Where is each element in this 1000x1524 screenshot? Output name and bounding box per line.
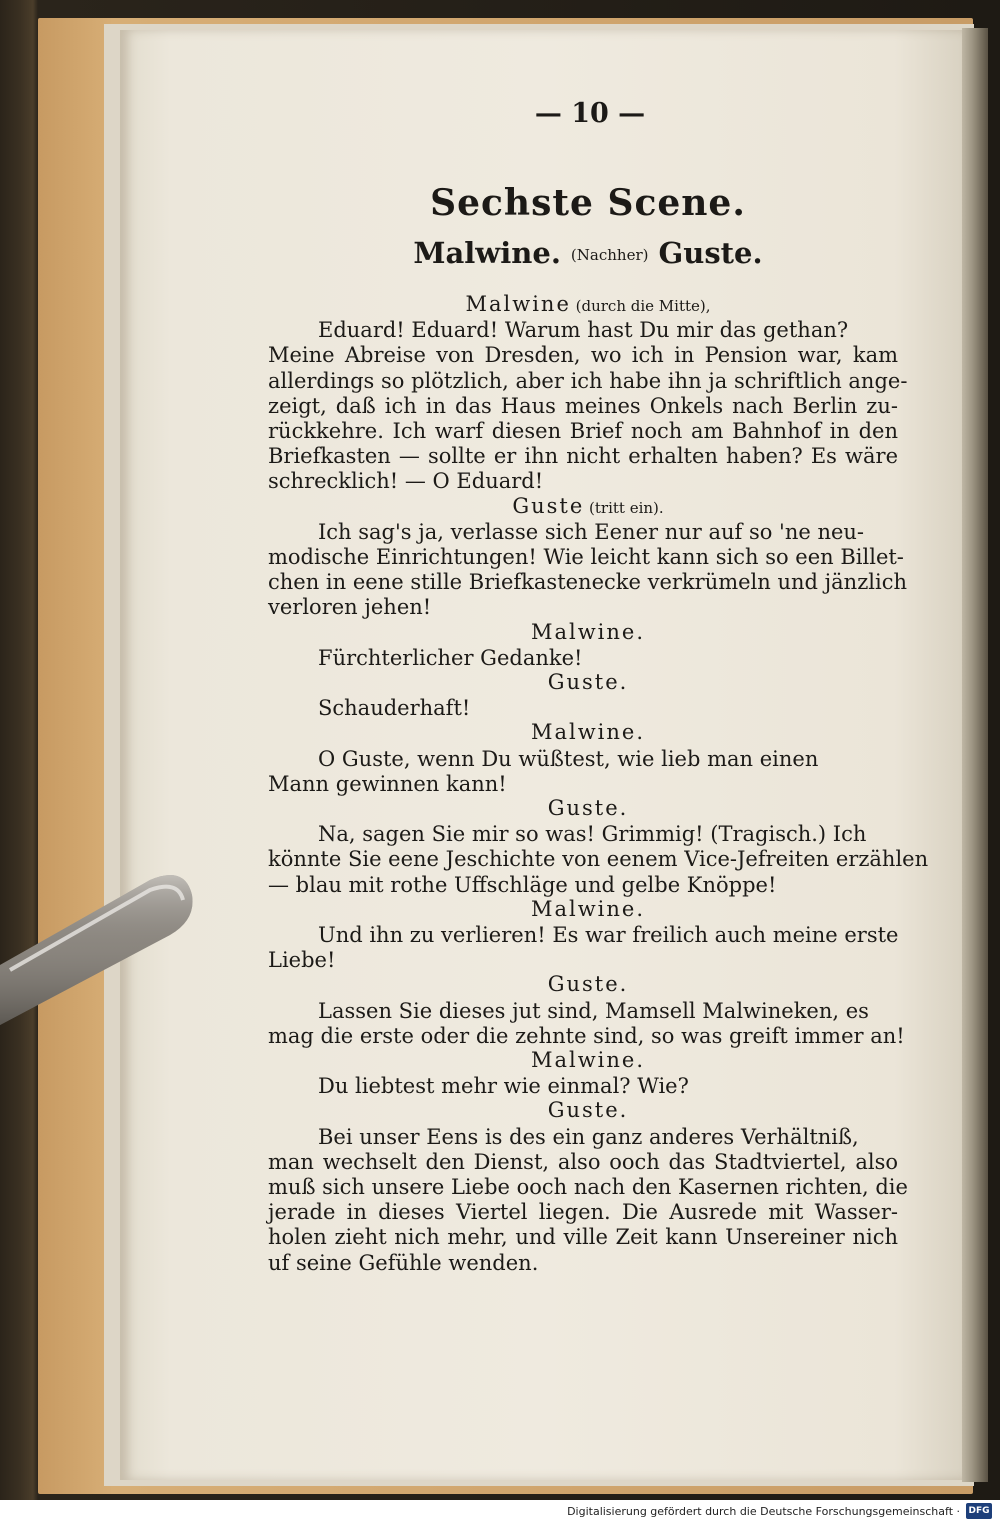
speaker-name: Malwine.: [530, 619, 646, 644]
text-line: Lassen Sie dieses jut sind, Mamsell Malwineken, es: [318, 998, 869, 1023]
persons-note: (Nachher): [570, 246, 649, 264]
dfg-logo: DFG: [966, 1503, 992, 1519]
person-guste: Guste.: [658, 236, 763, 270]
footer-credit: Digitalisierung gefördert durch die Deutsche Forschungsgemeinschaft ·: [567, 1505, 960, 1518]
speaker-name: Guste: [512, 493, 585, 518]
speaker-line: [268, 1048, 908, 1072]
bookmark-clip: [0, 860, 200, 1030]
scene-persons: [268, 236, 908, 270]
text-line: Du liebtest mehr wie einmal? Wie?: [318, 1074, 689, 1099]
speaker-name: Malwine.: [530, 1048, 646, 1072]
text-line: Schauderhaft!: [318, 696, 471, 721]
speaker-line: [268, 972, 908, 996]
text-line: Meine Abreise von Dresden, wo ich in Pension war, kam: [268, 343, 898, 368]
speaker-name: Guste.: [547, 670, 629, 694]
text-line: Liebe!: [268, 948, 336, 973]
text-line: Bei unser Eens is des ein ganz anderes Verhältniß,: [318, 1124, 859, 1149]
text-line: Mann gewinnen kann!: [268, 771, 507, 796]
text-line: Fürchterlicher Gedanke!: [318, 645, 583, 670]
text-line: — blau mit rothe Uffschläge und gelbe Knöppe!: [268, 872, 777, 897]
text-line: O Guste, wenn Du wüßtest, wie lieb man einen: [318, 746, 819, 771]
scene-title: Sechste Scene.: [430, 182, 746, 224]
speaker-name: Malwine.: [530, 720, 646, 745]
speaker-name: Guste.: [547, 972, 629, 997]
speaker-line: [268, 620, 908, 644]
text-line: uf seine Gefühle wenden.: [268, 1250, 539, 1275]
stage-direction: (durch die Mitte),: [570, 297, 711, 315]
text-line: zeigt, daß ich in das Haus meines Onkels nach Berlin zu-: [268, 393, 898, 418]
text-line: Briefkasten — sollte er ihn nicht erhalten haben? Es wäre: [268, 444, 898, 469]
text-line: chen in eene stille Briefkastenecke verkrümeln und jänzlich: [268, 570, 907, 595]
text-line: Und ihn zu verlieren! Es war freilich auch meine erste: [318, 923, 899, 947]
speaker-name: Malwine.: [530, 896, 646, 921]
speaker-line: [268, 720, 908, 744]
text-line: modische Einrichtungen! Wie leicht kann sich so een Billet-: [268, 545, 904, 569]
text-line: Ich sag's ja, verlasse sich Eener nur auf so 'ne neu-: [318, 519, 865, 544]
text-line: verloren jehen!: [268, 595, 432, 620]
text-line: Eduard! Eduard! Warum hast Du mir das gethan?: [318, 318, 849, 343]
stage-direction: (tritt ein).: [584, 498, 664, 517]
text-line: jerade in dieses Viertel liegen. Die Ausrede mit Wasser-: [268, 1200, 898, 1225]
text-line: mag die erste oder die zehnte sind, so was greift immer an!: [268, 1023, 905, 1048]
text-line: holen zieht nich mehr, und ville Zeit kann Unsereiner nich: [268, 1225, 898, 1250]
page-edge: [962, 28, 988, 1482]
speaker-name: Guste.: [547, 1098, 629, 1123]
speaker-line: [268, 796, 908, 820]
speaker-line: [268, 292, 908, 316]
text-line: schrecklich! — O Eduard!: [268, 469, 544, 494]
text-line: rückkehre. Ich warf diesen Brief noch am Bahnhof in den: [268, 419, 898, 443]
speaker-line: [268, 1098, 908, 1122]
speaker-line: [268, 494, 908, 518]
speaker-name: Guste.: [547, 796, 629, 820]
text-line: muß sich unsere Liebe ooch nach den Kasernen richten, die: [268, 1175, 908, 1199]
text-line: allerdings so plötzlich, aber ich habe ihn ja schriftlich ange-: [268, 368, 908, 393]
text-line: man wechselt den Dienst, also ooch das Stadtviertel, also: [268, 1149, 898, 1174]
text-line: Na, sagen Sie mir so was! Grimmig! (Tragisch.) Ich: [318, 822, 867, 847]
speaker-line: [268, 670, 908, 694]
person-malwine: Malwine.: [413, 236, 561, 270]
text-line: könnte Sie eene Jeschichte von eenem Vice-Jefreiten erzählen: [268, 847, 929, 872]
page-number: — 10 —: [534, 98, 646, 129]
speaker-line: [268, 897, 908, 921]
speaker-name: Malwine: [465, 292, 571, 316]
